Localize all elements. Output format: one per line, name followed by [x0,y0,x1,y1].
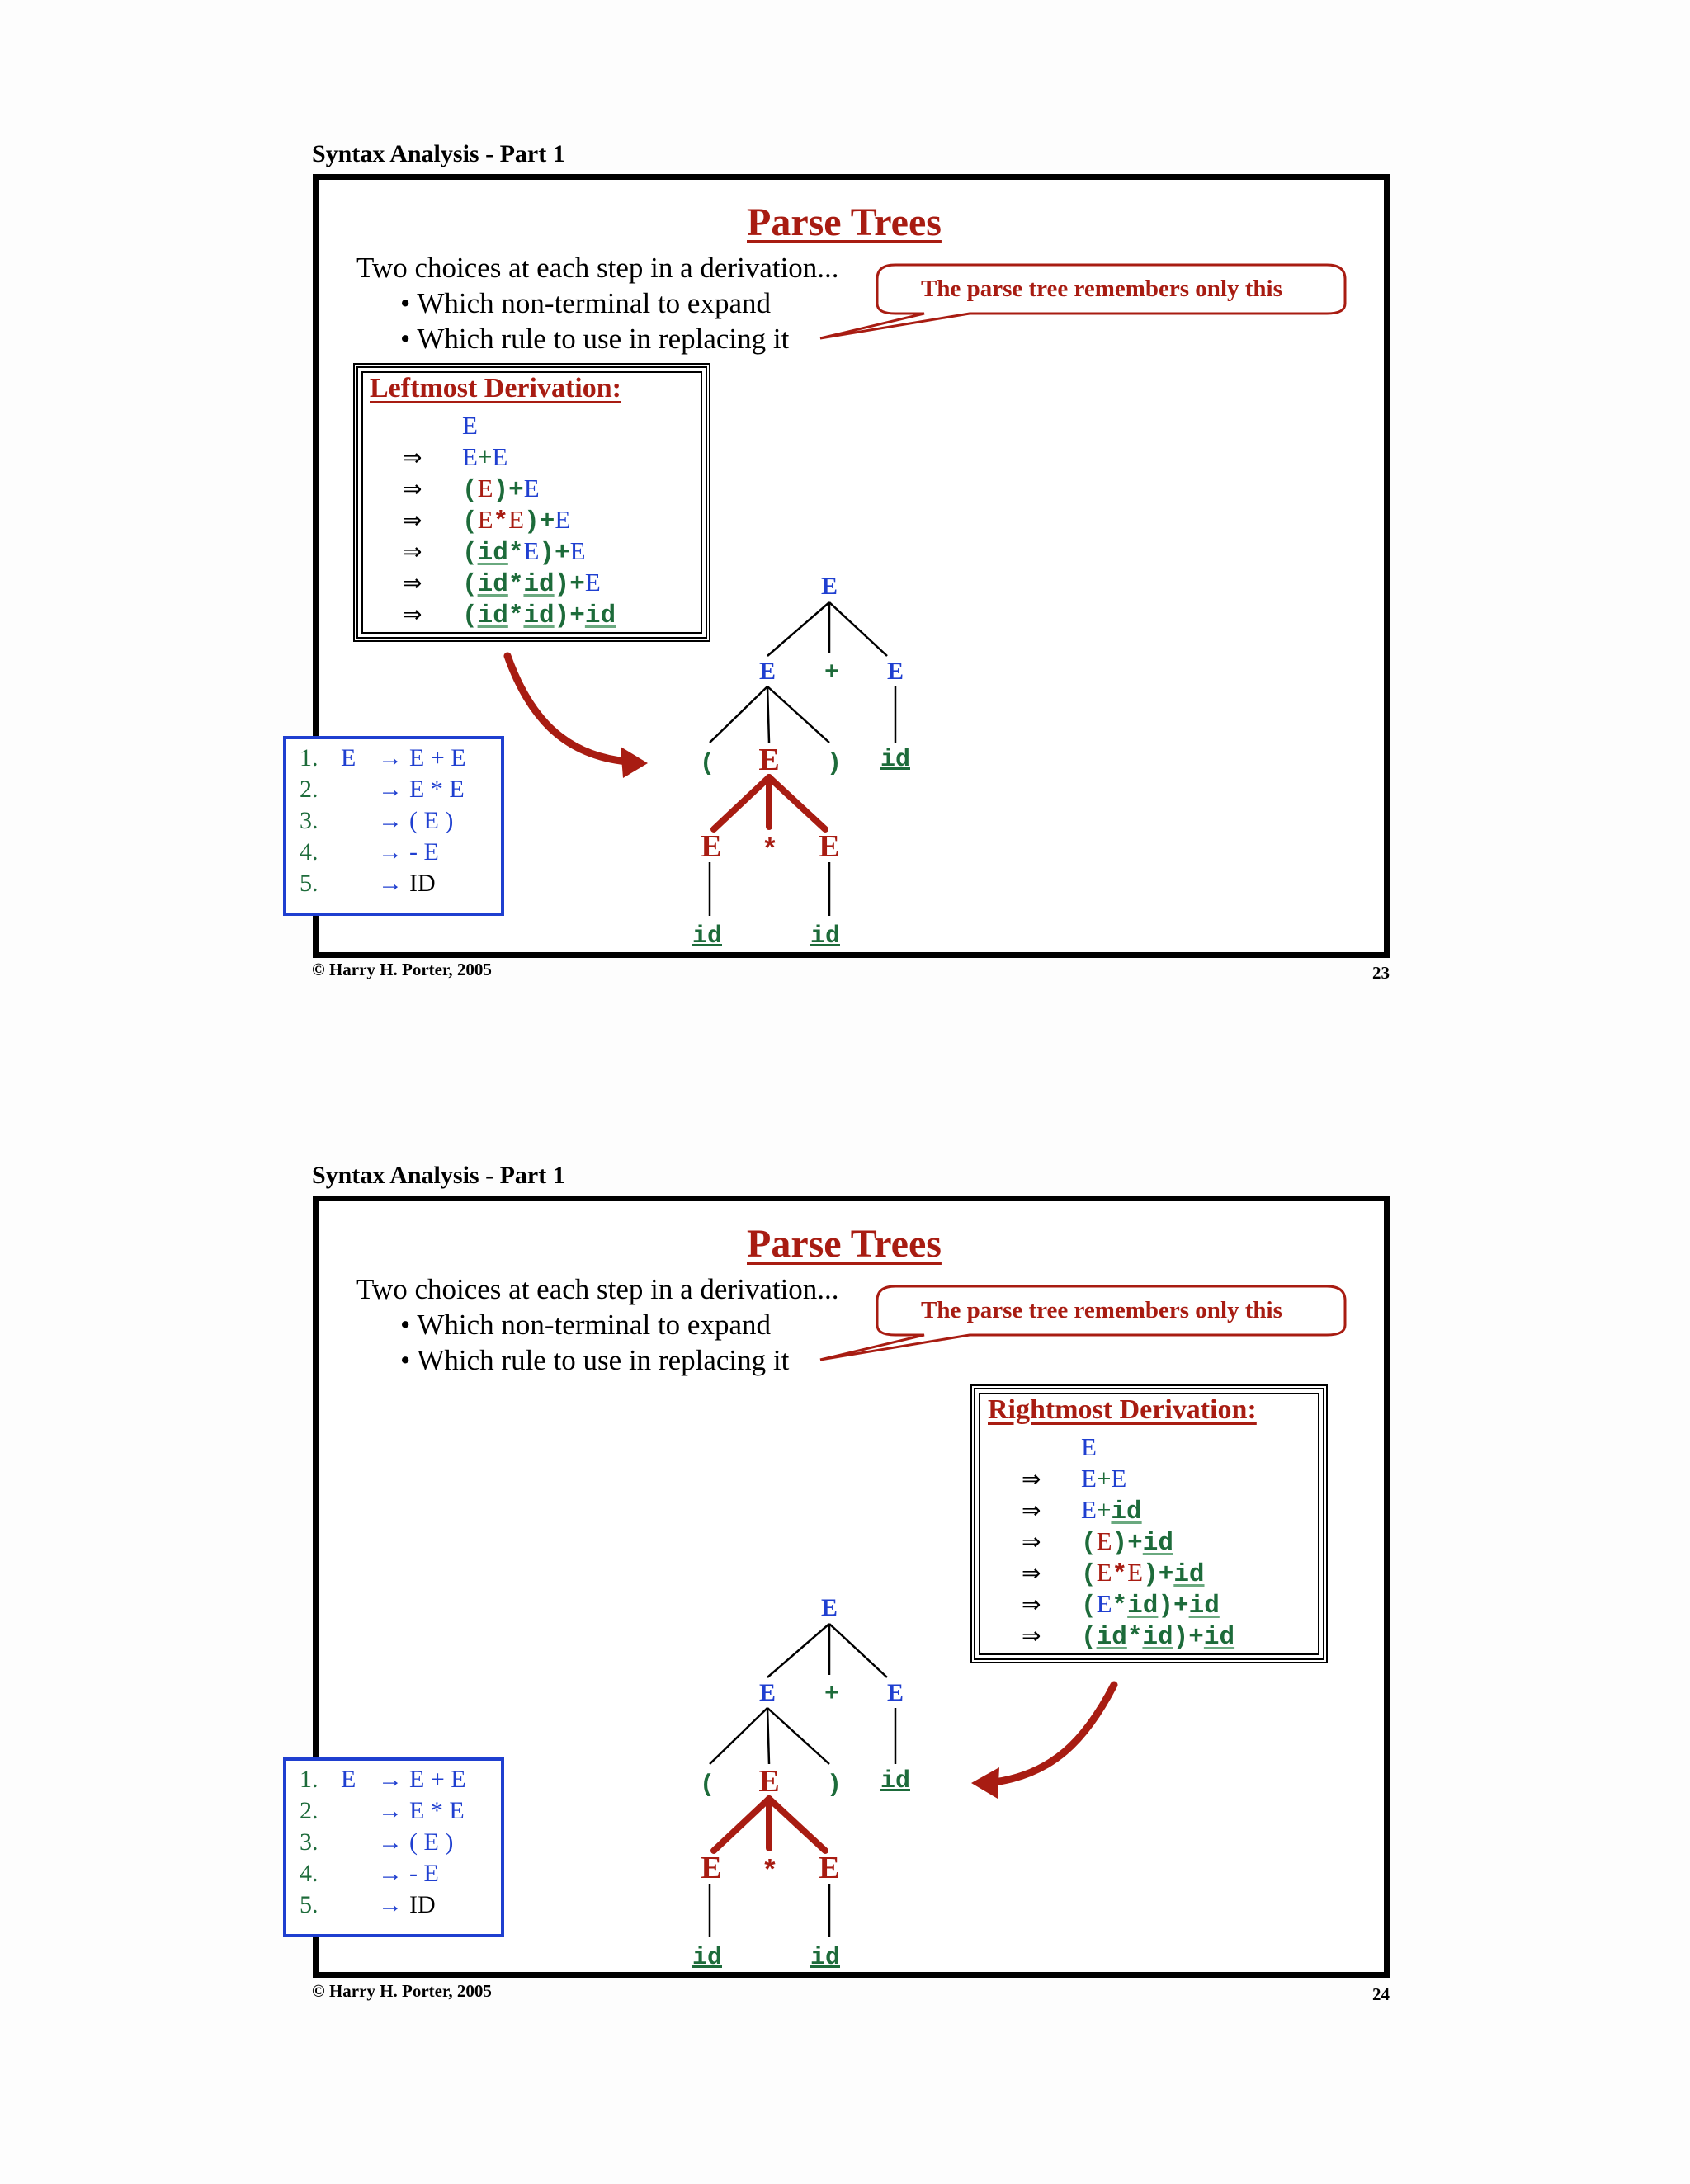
tree-node: E [758,1679,777,1706]
tree-node-root: E [820,1594,838,1621]
derivation-step: ⇒ (E*id)+id [1022,1589,1220,1620]
tree-leaf: id [692,1944,723,1972]
tree-node: E [819,829,840,864]
tree-leaf: id [880,1767,911,1795]
rule-number: 5. [300,1891,319,1918]
tree-leaf: id [810,922,841,950]
callout-text: The parse tree remembers only this [921,276,1282,302]
rule-arrow: → [378,870,403,897]
tree-node: E [886,1679,904,1706]
derivation-title: Leftmost Derivation: [370,373,621,403]
callout-bubble [817,1284,1353,1366]
rule-arrow: → [378,1766,403,1793]
intro-text: Two choices at each step in a derivation... [356,252,839,284]
rule-rhs: ID [409,1891,436,1918]
rightmost-derivation-steps [1022,1432,1234,1651]
derivation-step: ⇒ (E*E)+id [1022,1558,1205,1589]
slide-title: Parse Trees [747,200,942,244]
tree-node: E [701,829,722,864]
rule-rhs: ( E ) [409,807,454,834]
rule-arrow: → [378,744,403,771]
slide-header: Syntax Analysis - Part 1 [312,1162,565,1189]
derivation-step: ⇒ (E)+E [403,474,540,505]
bullet-rule: • Which rule to use in replacing it [400,323,790,355]
tree-node: ( [699,750,715,778]
tree-node: E [758,743,780,777]
rule-rhs: - E [409,1860,439,1887]
tree-node: E [819,1851,840,1885]
tree-node: E [758,658,777,685]
rule-number: 3. [300,807,319,834]
rule-arrow: → [378,1860,403,1887]
leftmost-derivation-steps [403,410,616,630]
derivation-step: E [1081,1432,1097,1461]
derivation-step: ⇒ E+id [1022,1495,1142,1526]
derivation-step: E [462,411,478,440]
derivation-step: ⇒ (id*id)+id [403,601,616,630]
rule-number: 1. [300,744,319,771]
rule-number: 2. [300,1797,319,1824]
rule-lhs: E [341,1766,356,1793]
derivation-step: ⇒ (E*E)+E [403,505,571,536]
rule-number: 5. [300,870,319,897]
derivation-step: ⇒ E+E [403,442,508,471]
rule-arrow: → [378,1891,403,1918]
tree-node: E [701,1851,722,1885]
tree-node: + [824,659,840,687]
rule-arrow: → [378,838,403,866]
tree-node-root: E [820,573,838,600]
red-curved-arrow [961,1675,1126,1807]
slide-header: Syntax Analysis - Part 1 [312,140,565,167]
rule-rhs: E * E [409,1797,465,1824]
derivation-title: Rightmost Derivation: [988,1394,1257,1425]
tree-node: * [761,1857,779,1889]
rule-rhs: E + E [409,1766,466,1793]
rule-arrow: → [378,1797,403,1824]
derivation-step: ⇒ (id*E)+E [403,536,586,568]
tree-node: E [758,1764,780,1799]
rule-rhs: E * E [409,776,465,803]
rule-arrow: → [378,807,403,834]
rule-number: 4. [300,838,319,866]
tree-node: ) [826,1771,843,1800]
red-curved-arrow [495,648,660,780]
rule-number: 3. [300,1828,319,1856]
bullet-rule: • Which rule to use in replacing it [400,1344,790,1376]
tree-node: + [824,1681,840,1709]
tree-node: E [886,658,904,685]
rule-lhs: E [341,744,356,771]
tree-node: * [761,836,779,867]
slide-footer: © Harry H. Porter, 2005 [312,960,492,979]
derivation-step: ⇒ (E)+id [1022,1526,1173,1558]
rule-arrow: → [378,1828,403,1856]
grammar-rules-list [283,1757,504,1937]
callout-bubble [817,262,1353,345]
intro-text: Two choices at each step in a derivation... [356,1273,839,1305]
bullet-nonterminal: • Which non-terminal to expand [400,1309,771,1341]
rule-number: 1. [300,1766,319,1793]
parse-tree [660,561,957,950]
callout-text: The parse tree remembers only this [921,1297,1282,1323]
rule-rhs: ID [409,870,436,897]
rule-number: 4. [300,1860,319,1887]
rule-number: 2. [300,776,319,803]
rule-rhs: E + E [409,744,466,771]
derivation-step: ⇒ (id*id)+E [403,568,601,599]
rule-arrow: → [378,776,403,803]
grammar-rules-list [283,736,504,916]
page-number: 23 [1372,963,1390,983]
tree-node: ) [826,750,843,778]
parse-tree [660,1583,957,1972]
derivation-step: ⇒ (id*id)+id [1022,1622,1235,1652]
tree-node: ( [699,1771,715,1800]
tree-leaf: id [692,922,723,950]
rule-rhs: ( E ) [409,1828,454,1856]
derivation-step: ⇒ E+E [1022,1464,1127,1493]
bullet-nonterminal: • Which non-terminal to expand [400,287,771,319]
page-number: 24 [1372,1984,1390,2004]
tree-leaf: id [880,746,911,774]
slide-title: Parse Trees [747,1222,942,1266]
rule-rhs: - E [409,838,439,866]
slide-footer: © Harry H. Porter, 2005 [312,1981,492,2001]
tree-leaf: id [810,1944,841,1972]
